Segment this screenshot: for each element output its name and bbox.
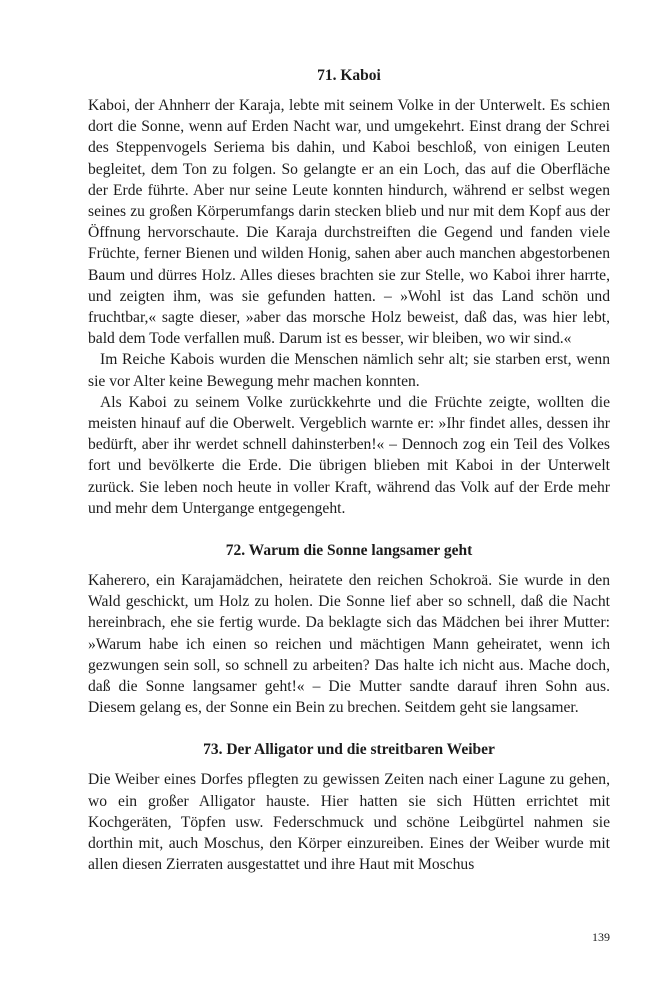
paragraph: Kaherero, ein Karajamädchen, heiratete den reichen Schokroä. Sie wurde in den Wald geschickt, um Holz zu holen. Die Sonne lief aber so schnell, daß die Nacht hereinbrach, ehe sie fertig wurde. Da beklagte sich das Mädchen bei ihrer Mutter: »Warum habe ich einen so reichen und mächtigen Mann geheiratet, wenn ich gezwungen sein soll, so schnell zu arbeiten? Das halte ich nicht aus. Mache doch, daß die Sonne langsamer geht!« – Die Mutter sandte darauf ihren Sohn aus. Diesem gelang es, der Sonne ein Bein zu brechen. Seitdem geht sie langsamer. bbox=[88, 572, 610, 717]
story-72 bbox=[88, 541, 610, 718]
page-body bbox=[88, 66, 610, 876]
story-71 bbox=[88, 66, 610, 519]
section-title: 73. Der Alligator und die streitbaren Weiber bbox=[203, 741, 495, 759]
paragraph: Kaboi, der Ahnherr der Karaja, lebte mit seinem Volke in der Unterwelt. Es schien dort die Sonne, wenn auf Erden Nacht war, und umgekehrt. Einst drang der Schrei des Steppenvogels Seriema bis dahin, und Kaboi beschloß, von einigen Leuten begleitet, dem Ton zu folgen. So gelangte er an ein Loch, das auf die Oberfläche der Erde führte. Aber nur seine Leute konnten hindurch, während er selbst wegen seines zu großen Körperumfangs darin stecken blieb und nur mit dem Kopf aus der Öffnung hervorschaute. Die Karaja durchstreiften die Gegend und fanden viele Früchte, ferner Bienen und wilden Honig, sahen aber auch manchen abgestorbenen Baum und dürres Holz. Alles dieses brachten sie zur Stelle, wo Kaboi ihrer harrte, und zeigten ihm, was sie gefunden hatten. – »Wohl ist das Land schön und fruchtbar,« sagte dieser, »aber das morsche Holz beweist, daß das, was hier lebt, bald dem Tode verfallen muß. Darum ist es besser, wir bleiben, wo wir sind.« bbox=[88, 97, 610, 348]
paragraph: Die Weiber eines Dorfes pflegten zu gewissen Zeiten nach einer Lagune zu gehen, wo ein großer Alligator hauste. Hier hatten sie sich Hütten errichtet mit Kochgeräten, Töpfen usw. Federschmuck und schöne Leibgürtel nahmen sie dorthin mit, auch Moschus, den Körper einzureiben. Eines der Weiber wurde mit allen diesen Zierraten ausgestattet und ihre Haut mit Moschus bbox=[88, 771, 610, 874]
section-title: 72. Warum die Sonne langsamer geht bbox=[225, 542, 473, 560]
paragraph: Als Kaboi zu seinem Volke zurückkehrte und die Früchte zeigte, wollten die meisten hinauf auf die Oberwelt. Vergeblich warnte er: »Ihr findet alles, dessen ihr bedürft, aber ihr werdet schnell dahinsterben!« – Dennoch zog ein Teil des Volkes fort und bevölkerte die Erde. Die übrigen blieben mit Kaboi in der Unterwelt zurück. Sie leben noch heute in voller Kraft, während das Volk auf der Erde mehr und mehr dem Untergange entgegengeht. bbox=[88, 393, 610, 517]
story-73 bbox=[88, 740, 610, 875]
page-number: 139 bbox=[592, 930, 610, 944]
section-title: 71. Kaboi bbox=[317, 67, 381, 84]
paragraph: Im Reiche Kabois wurden die Menschen nämlich sehr alt; sie starben erst, wenn sie vor Alter keine Bewegung mehr machen konnten. bbox=[88, 351, 610, 390]
